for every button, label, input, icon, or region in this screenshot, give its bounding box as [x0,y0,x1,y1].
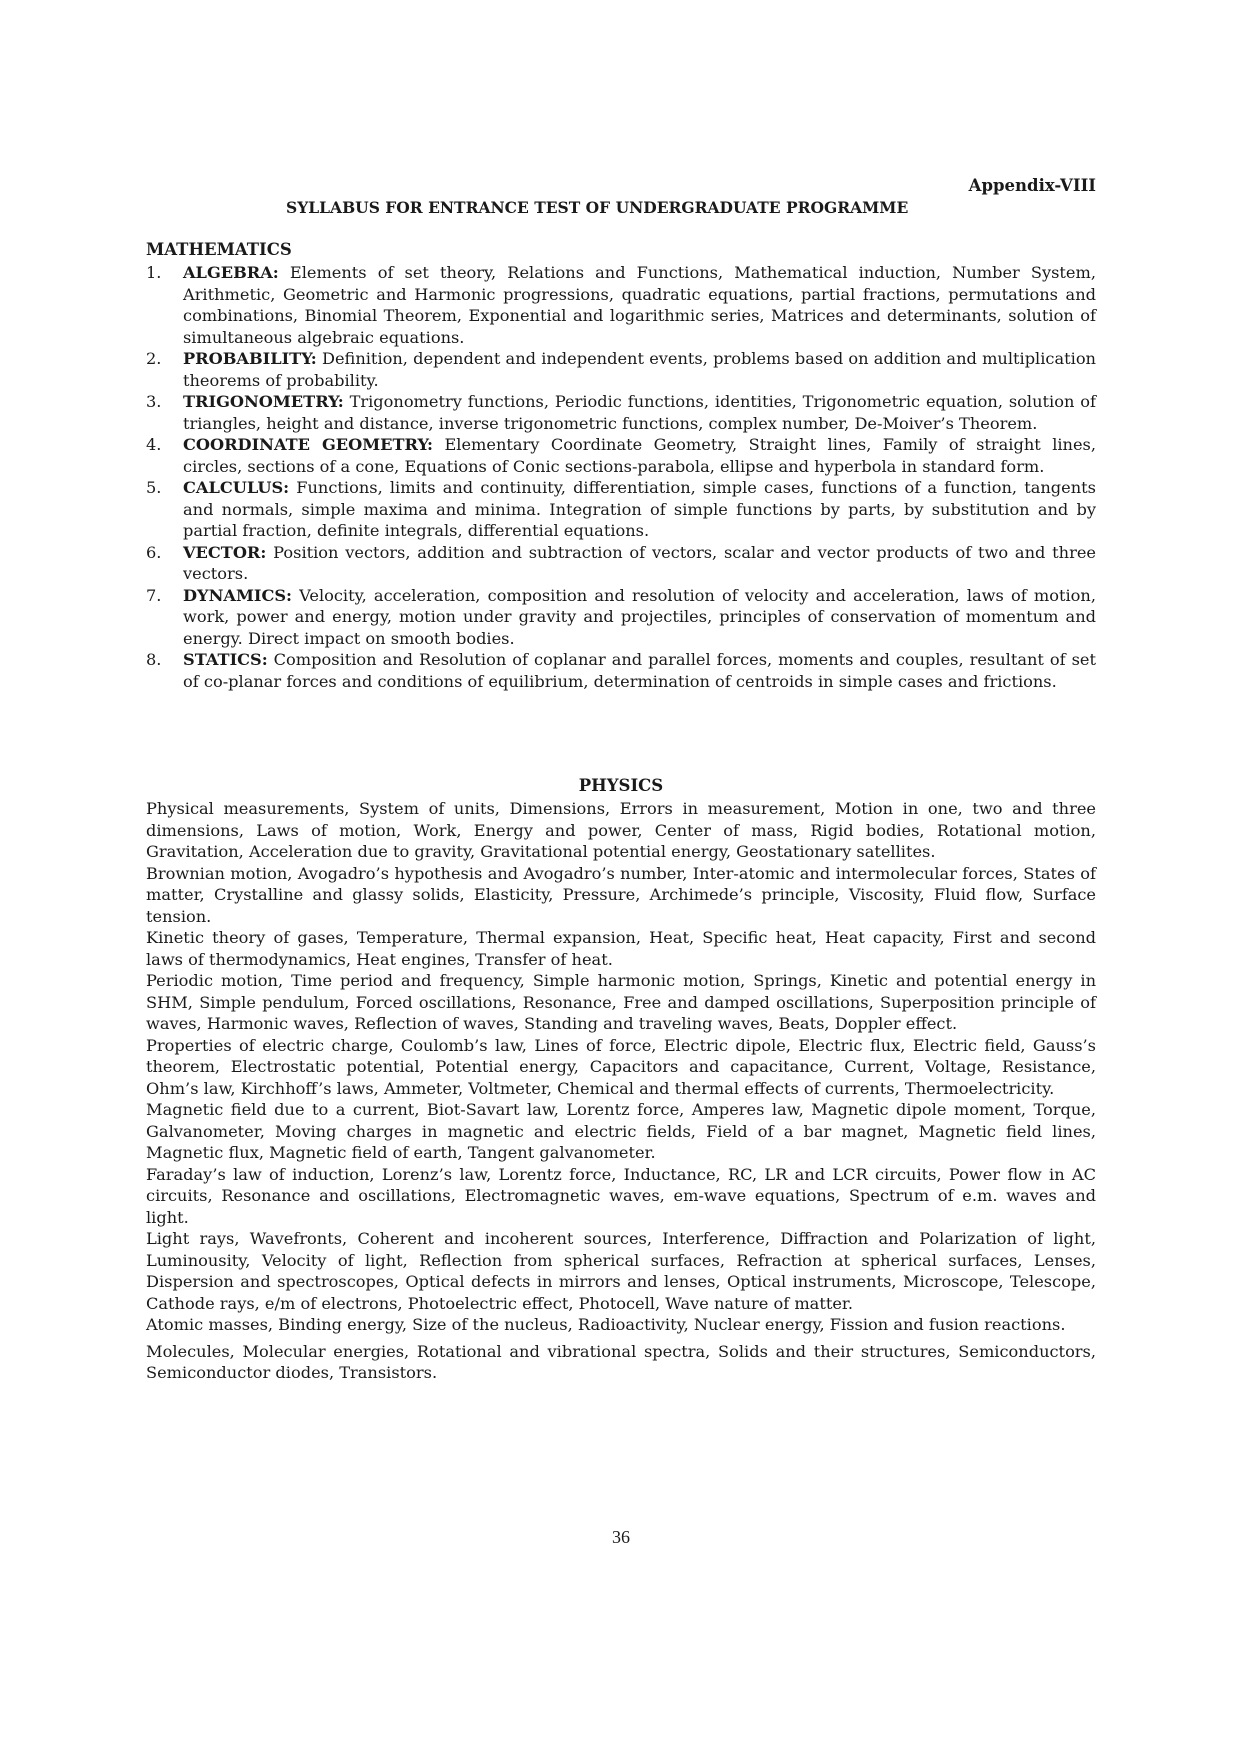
math-item-text: Functions, limits and continuity, differentiation, simple cases, functions of a function, tangents and normals, simple maxima and minima. Integration of simple functions by parts, by substitution and by partial fraction, definite integrals, differential equations. [183,478,1096,540]
physics-section [146,798,1096,1384]
math-item-algebra [146,262,1096,348]
math-item-topic: ALGEBRA: [183,263,279,282]
math-item-number: 4. [146,435,162,454]
math-item-topic: CALCULUS: [183,478,290,497]
math-item-trigonometry [146,391,1096,434]
math-item-number: 1. [146,263,162,282]
math-item-text: Elements of set theory, Relations and Functions, Mathematical induction, Number System, Arithmetic, Geometric and Harmonic progressions, quadratic equations, partial fractions, permutations and combinations, Binomial Theorem, Exponential and logarithmic series, Matrices and determinants, solution of simultaneous algebraic equations. [183,263,1096,347]
math-item-text: Elementary Coordinate Geometry, Straight lines, Family of straight lines, circles, sections of a cone, Equations of Conic sections-parabola, ellipse and hyperbola in standard form. [183,435,1097,476]
page-title: SYLLABUS FOR ENTRANCE TEST OF UNDERGRADUATE PROGRAMME [286,198,909,217]
physics-paragraph-optics: Light rays, Wavefronts, Coherent and incoherent sources, Interference, Diffraction and Polarization of light, Luminousity, Velocity of light, Reflection from spherical surfaces, Refraction at spherical surfaces, Lenses, Dispersion and spectroscopes, Optical defects in mirrors and lenses, Optical instruments, Microscope, Telescope, Cathode rays, e/m of electrons, Photoelectric effect, Photocell, Wave nature of matter. [146,1229,1096,1313]
physics-paragraph-electromagnetism: Faraday’s law of induction, Lorenz’s law, Lorentz force, Inductance, RC, LR and LCR circuits, Power flow in AC circuits, Resonance and oscillations, Electromagnetic waves, em-wave equations, Spectrum of e.m. waves and light. [146,1164,1096,1227]
page-number: 36 [612,1527,630,1547]
math-item-number: 6. [146,542,162,562]
math-item-number: 7. [146,585,162,605]
mathematics-heading: MATHEMATICS [146,240,292,259]
math-item-vector [146,542,1096,585]
math-item-topic: VECTOR: [183,542,267,562]
math-item-probability [146,348,1096,391]
appendix-label: Appendix-VIII [968,176,1096,195]
physics-paragraph-nuclear: Atomic masses, Binding energy, Size of the nucleus, Radioactivity, Nuclear energy, Fission and fusion reactions. [146,1315,1066,1334]
math-item-number: 2. [146,349,162,368]
math-item-text: Composition and Resolution of coplanar and parallel forces, moments and couples, resultant of set of co-planar forces and conditions of equilibrium, determination of centroids in simple cases and frictions. [183,650,1096,691]
math-item-topic: TRIGONOMETRY: [183,392,344,411]
physics-paragraph-thermodynamics: Kinetic theory of gases, Temperature, Thermal expansion, Heat, Specific heat, Heat capacity, First and second laws of thermodynamics, Heat engines, Transfer of heat. [146,928,1096,969]
math-item-text: Definition, dependent and independent events, problems based on addition and multiplication theorems of probability. [183,349,1096,390]
math-item-text: Velocity, acceleration, composition and resolution of velocity and acceleration, laws of motion, work, power and energy, motion under gravity and projectiles, principles of conservation of momentum and energy. Direct impact on smooth bodies. [183,585,1096,648]
math-item-coordinate-geometry [146,434,1096,477]
math-item-topic: DYNAMICS: [183,585,292,605]
math-item-text: Trigonometry functions, Periodic functions, identities, Trigonometric equation, solution of triangles, height and distance, inverse trigonometric functions, complex number, De-Moiver’s Theorem. [183,392,1096,433]
math-item-topic: COORDINATE GEOMETRY: [183,435,433,454]
physics-paragraph-matter: Brownian motion, Avogadro’s hypothesis and Avogadro’s number, Inter-atomic and intermolecular forces, States of matter, Crystalline and glassy solids, Elasticity, Pressure, Archimede’s principle, Viscosity, Fluid flow, Surface tension. [146,863,1096,926]
math-item-calculus [146,477,1096,542]
physics-paragraph-electricity: Properties of electric charge, Coulomb’s law, Lines of force, Electric dipole, Electric flux, Electric field, Gauss’s theorem, Electrostatic potential, Potential energy, Capacitors and capacitance, Current, Voltage, Resistance, Ohm’s law, Kirchhoff’s laws, Ammeter, Voltmeter, Chemical and thermal effects of currents, Thermoelectricity. [146,1035,1096,1098]
physics-paragraph-mechanics: Physical measurements, System of units, Dimensions, Errors in measurement, Motion in one, two and three dimensions, Laws of motion, Work, Energy and power, Center of mass, Rigid bodies, Rotational motion, Gravitation, Acceleration due to gravity, Gravitational potential energy, Geostationary satellites. [146,799,1096,861]
physics-paragraph-magnetism: Magnetic field due to a current, Biot-Savart law, Lorentz force, Amperes law, Magnetic dipole moment, Torque, Galvanometer, Moving charges in magnetic and electric fields, Field of a bar magnet, Magnetic field lines, Magnetic flux, Magnetic field of earth, Tangent galvanometer. [146,1100,1096,1162]
math-item-statics [146,649,1096,692]
math-item-number: 3. [146,392,162,411]
math-item-number: 5. [146,478,162,497]
math-item-number: 8. [146,650,162,669]
math-item-dynamics [146,585,1096,650]
mathematics-topic-list [146,262,1096,692]
math-item-topic: PROBABILITY: [183,349,317,368]
physics-paragraph-solid-state: Molecules, Molecular energies, Rotational and vibrational spectra, Solids and their structures, Semiconductors, Semiconductor diodes, Transistors. [146,1341,1096,1382]
math-item-topic: STATICS: [183,650,268,669]
physics-heading: PHYSICS [578,776,664,795]
physics-paragraph-oscillations: Periodic motion, Time period and frequency, Simple harmonic motion, Springs, Kinetic and potential energy in SHM, Simple pendulum, Forced oscillations, Resonance, Free and damped oscillations, Superposition principle of waves, Harmonic waves, Reflection of waves, Standing and traveling waves, Beats, Doppler effect. [146,971,1096,1033]
math-item-text: Position vectors, addition and subtraction of vectors, scalar and vector products of two and three vectors. [183,542,1096,583]
